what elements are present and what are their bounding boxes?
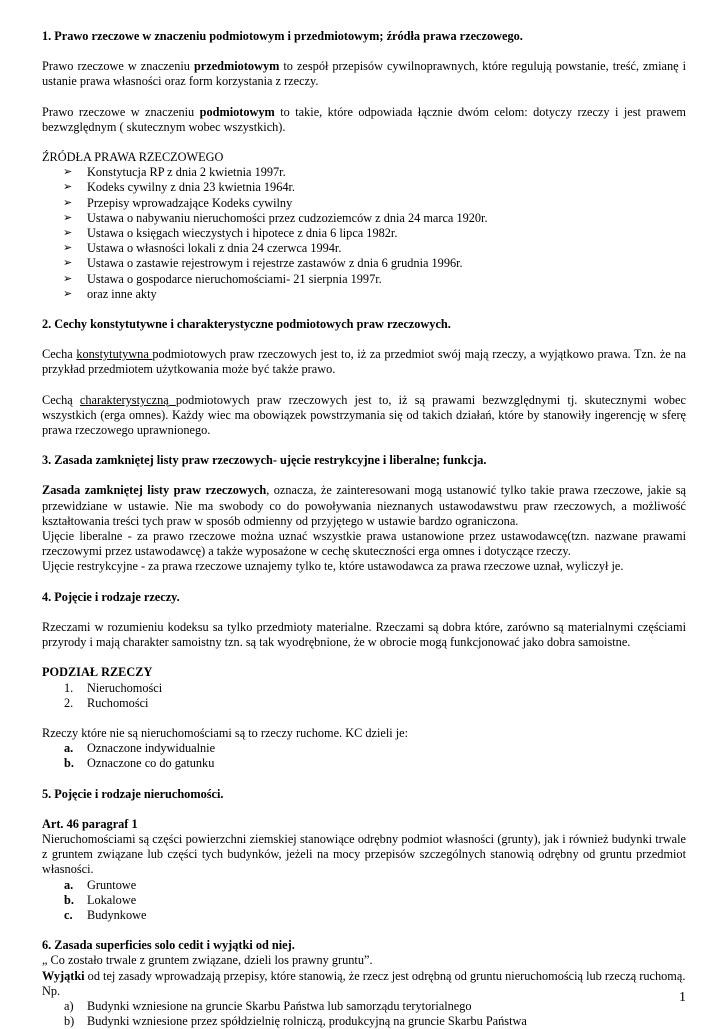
s6-paragraph-1: Wyjątki od tej zasady wprowadzają przepisy, które stanowią, że rzecz jest odrębną od gruntu nieruchomością lub rzeczą ruchomą. [42,968,686,983]
list-item: a) Budynki wzniesione na gruncie Skarbu Państwa lub samorządu terytorialnego [64,998,472,1013]
section-5-heading: 5. Pojęcie i rodzaje nieruchomości. [42,786,224,801]
document-page [42,29,686,1029]
sources-title: ŹRÓDŁA PRAWA RZECZOWEGO [42,150,224,165]
division-title: PODZIAŁ RZECZY [42,665,153,680]
s4-paragraph-1: Rzeczami w rozumieniu kodeksu sa tylko przedmioty materialne. Rzeczami są dobra które, zarówno są materialnymi częściami przyrody i mają charakter samoistny tzn. są tak wyodrębnione, że w obrocie mogą funkcjonować jako dobra samoistne. [42,619,686,650]
list-item: 1. Nieruchomości [64,680,163,695]
s4-paragraph-2: Rzeczy które nie są nieruchomościami są to rzeczy ruchome. KC dzieli je: [42,725,409,740]
section-1-heading: 1. Prawo rzeczowe w znaczeniu podmiotowym i przedmiotowym; źródła prawa rzeczowego. [42,29,523,43]
arrow-bullet-icon: ➢ [63,272,73,285]
list-item: ➢ Ustawa o księgach wieczystych i hipotece z dnia 6 lipca 1982r. [63,226,398,241]
list-item: c. Budynkowe [64,907,147,922]
arrow-bullet-icon: ➢ [63,196,73,209]
list-item: ➢ Ustawa o własności lokali z dnia 24 czerwca 1994r. [63,241,342,256]
list-item: 2. Ruchomości [64,695,149,710]
s3-paragraph-3: Ujęcie restrykcyjne - za prawa rzeczowe uznajemy tylko te, które ustawodawca za prawa rzeczowe uznał, wyliczył je. [42,559,624,574]
arrow-bullet-icon: ➢ [63,242,73,255]
movables-list [42,741,686,771]
arrow-bullet-icon: ➢ [63,257,73,270]
arrow-bullet-icon: ➢ [63,181,73,194]
examples-list [42,999,686,1029]
arrow-bullet-icon: ➢ [63,287,73,300]
s5-paragraph-1: Nieruchomościami są części powierzchni ziemskiej stanowiące odrębny podmiot własności (grunty), jak i również budynki trwale z gruntem związane lub części tych budynków, jeżeli na mocy przepisów szczególnych stanowią odrębny od gruntu przedmiot własności. [42,831,686,877]
list-item: ➢ Kodeks cywilny z dnia 23 kwietnia 1964r. [63,180,295,195]
s2-paragraph-2: Cechą charakterystyczną podmiotowych praw rzeczowych jest to, iż są prawami bezwzględnymi tj. skutecznymi wobec wszystkich (erga omnes). Każdy wiec ma obowiązek powstrzymania się od takich działań, które by stanowiły ingerencję w sferę prawa rzeczowego uprawnionego. [42,392,686,438]
section-3-heading: 3. Zasada zamkniętej listy praw rzeczowych- ujęcie restrykcyjne i liberalne; funkcja. [42,453,487,468]
list-item: a. Gruntowe [64,877,137,892]
sources-list [42,165,686,302]
arrow-bullet-icon: ➢ [63,166,73,179]
page-number: 1 [679,990,686,1005]
list-item: b. Lokalowe [64,892,137,907]
list-item: ➢ Ustawa o zastawie rejestrowym i rejestrze zastawów z dnia 6 grudnia 1996r. [63,256,463,271]
list-item: ➢ Ustawa o nabywaniu nieruchomości przez cudzoziemców z dnia 24 marca 1920r. [63,210,488,225]
s2-paragraph-1: Cecha konstytutywna podmiotowych praw rzeczowych jest to, iż za przedmiot swój mają rzeczy, a wyjątkowo prawa. Tzn. że na przykład przedmiotem użytkowania może być także prawo. [42,347,686,377]
list-item: ➢ Konstytucja RP z dnia 2 kwietnia 1997r. [63,165,286,180]
list-item: b. Oznaczone co do gatunku [64,756,215,771]
s3-paragraph-2: Ujęcie liberalne - za prawo rzeczowe można uznać wszystkie prawa ustanowione przez ustawodawcę(tzn. nazwane prawami rzeczowymi przez ustawodawcę) a także wyposażone w cechę skuteczności erga omnes i dotyczące rzeczy. [42,529,686,559]
list-item: a. Oznaczone indywidualnie [64,741,216,756]
list-item: ➢ Przepisy wprowadzające Kodeks cywilny [63,195,293,210]
section-4-heading: 4. Pojęcie i rodzaje rzeczy. [42,589,180,604]
s1-paragraph-1: Prawo rzeczowe w znaczeniu przedmiotowym to zespół przepisów cywilnoprawnych, które regulują powstanie, treść, zmianę i ustanie prawa własności oraz form korzystania z rzeczy. [42,59,686,89]
list-item: ➢ Ustawa o gospodarce nieruchomościami- 21 sierpnia 1997r. [63,271,382,286]
property-types-list [42,878,686,924]
s1-paragraph-2: Prawo rzeczowe w znaczeniu podmiotowym to takie, które odpowiada łącznie dwóm celom: dotyczy rzeczy i jest prawem bezwzględnym ( skutecznym wobec wszystkich). [42,104,686,134]
arrow-bullet-icon: ➢ [63,227,73,240]
np-label: Np. [42,983,61,998]
arrow-bullet-icon: ➢ [63,211,73,224]
article-label: Art. 46 paragraf 1 [42,816,138,831]
division-list [42,681,686,711]
section-2-heading: 2. Cechy konstytutywne i charakterystyczne podmiotowych praw rzeczowych. [42,317,451,332]
list-item: ➢ oraz inne akty [63,286,157,301]
section-6-heading: 6. Zasada superficies solo cedit i wyjątki od niej. [42,938,295,953]
s3-paragraph-1: Zasada zamkniętej listy praw rzeczowych, oznacza, że zainteresowani mogą ustanowić tylko takie prawa rzeczowe, jakie są przewidziane w ustawie. Nie ma swobody co do powoływania nieznanych ustawodawstwu praw rzeczowych, a możliwość kształtowania treści tych praw w sposób odmienny od przyjętego w ustawie bardzo ograniczona. [42,483,686,528]
list-item: b) Budynki wzniesione przez spółdzielnię rolniczą, produkcyjną na gruncie Skarbu Państwa [64,1014,527,1029]
quote: „ Co zostało trwale z gruntem związane, dzieli los prawny gruntu”. [42,953,373,968]
